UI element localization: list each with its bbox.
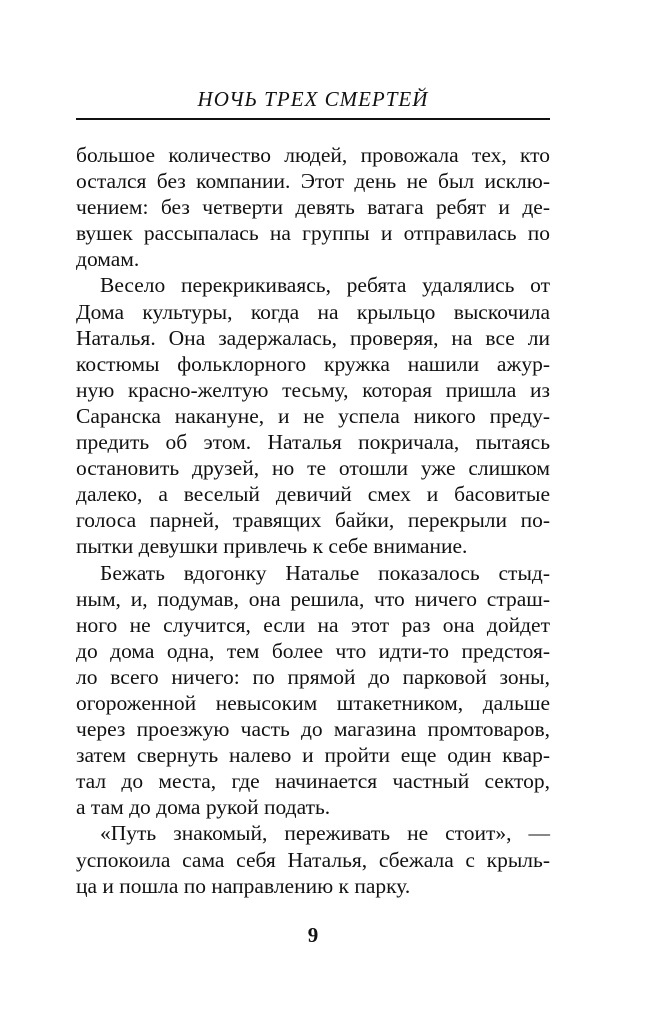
text-line: Наталья. Она задержалась, проверяя, на все ли — [76, 325, 550, 350]
text-line: домам. — [76, 247, 140, 272]
text-line: ного не случится, если на этот раз она дойдет — [76, 612, 550, 637]
text-line: костюмы фольклорного кружка нашили ажур- — [76, 351, 550, 376]
page-number: 9 — [307, 923, 319, 947]
text-line: до дома одна, тем более что идти-то предстоя- — [76, 638, 550, 663]
text-line: остался без компании. Этот день не был исклю- — [76, 169, 550, 194]
text-line: Бежать вдогонку Наталье показалось стыд- — [100, 560, 550, 585]
text-line: «Путь знакомый, переживать не стоит», — — [100, 821, 550, 846]
text-line: ным, и, подумав, она решила, что ничего страш- — [76, 586, 550, 611]
text-line: пытки девушки привлечь к себе внимание. — [76, 534, 468, 559]
text-line: предить об этом. Наталья покричала, пытаясь — [76, 430, 550, 455]
text-line: огороженной невысоким штакетником, дальше — [76, 690, 550, 715]
text-line: через проезжую часть до магазина промтоваров, — [76, 717, 550, 742]
text-line: Весело перекрикиваясь, ребята удалялись от — [100, 273, 550, 298]
text-line: ную красно-желтую тесьму, которая пришла из — [76, 377, 550, 402]
text-line: а там до дома рукой подать. — [76, 795, 331, 820]
text-line: чением: без четверти девять ватага ребят и де- — [76, 195, 550, 220]
body-text — [76, 142, 550, 899]
text-line: успокоила сама себя Наталья, сбежала с крыль- — [76, 847, 550, 872]
text-line: большое количество людей, провожала тех, кто — [76, 143, 550, 167]
text-line: голоса парней, травящих байки, перекрыли по- — [76, 508, 550, 533]
text-line: тал до места, где начинается частный сектор, — [76, 769, 550, 794]
header-rule — [76, 118, 550, 120]
text-line: остановить друзей, но те отошли уже слишком — [76, 456, 550, 481]
text-line: ца и пошла по направлению к парку. — [76, 873, 411, 898]
text-line: вушек рассыпалась на группы и отправилась по — [76, 221, 550, 246]
text-line: Дома культуры, когда на крыльцо выскочила — [76, 299, 550, 324]
text-line: далеко, а веселый девичий смех и басовитые — [76, 482, 550, 507]
text-line: Саранска накануне, и не успела никого преду- — [76, 403, 550, 428]
running-head: НОЧЬ ТРЕХ СМЕРТЕЙ — [197, 87, 429, 111]
text-line: ло всего ничего: по прямой до парковой зоны, — [76, 664, 550, 689]
text-line: затем свернуть налево и пройти еще один квар- — [76, 743, 550, 768]
